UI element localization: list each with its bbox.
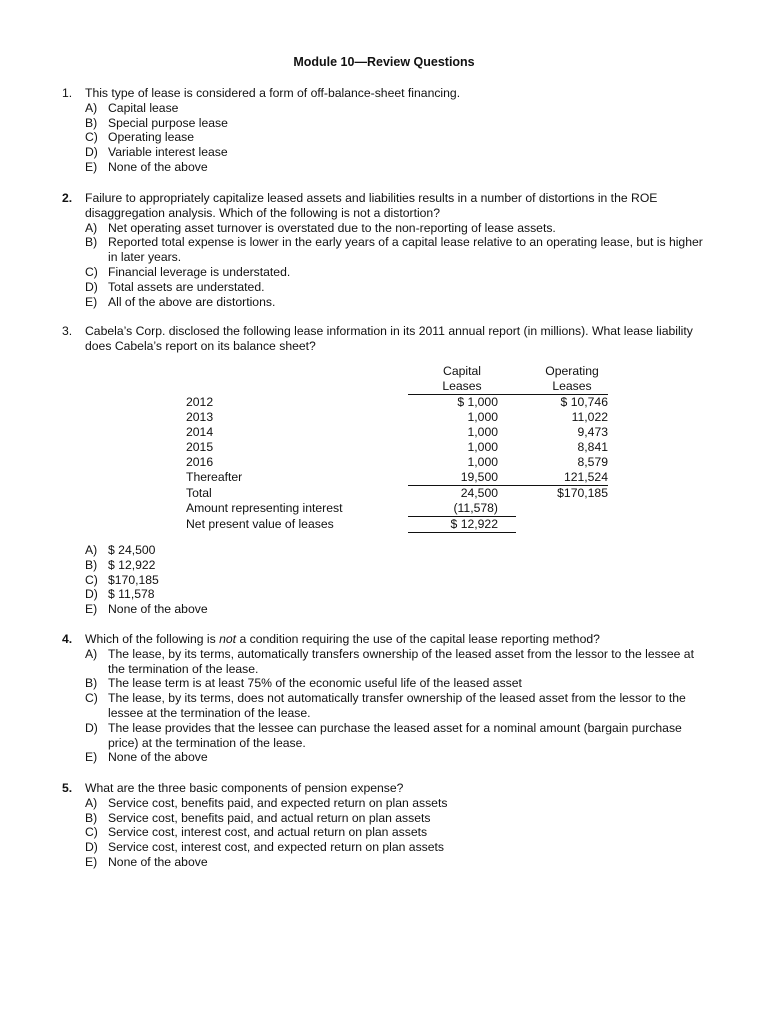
- capital-value: 19,500: [408, 470, 516, 486]
- option-c: [85, 825, 712, 840]
- option-list: [85, 543, 712, 617]
- row-label: Total: [186, 485, 212, 500]
- option-a: [85, 101, 712, 116]
- option-letter: D): [85, 720, 98, 735]
- table-header-row: [186, 379, 608, 395]
- option-text: Special purpose lease: [108, 115, 228, 130]
- operating-value: $ 10,746: [560, 395, 608, 409]
- option-c: [85, 265, 712, 280]
- option-text: The lease provides that the lessee can purchase the leased asset for a nominal amount (bargain purchase price) at the termination of the lease.: [108, 720, 682, 750]
- capital-value: 1,000: [467, 410, 498, 424]
- option-letter: B): [85, 115, 98, 130]
- option-text: Service cost, benefits paid, and actual return on plan assets: [108, 810, 431, 825]
- option-letter: D): [85, 840, 98, 855]
- stem-text: Which of the following is: [85, 632, 220, 646]
- option-d: [85, 587, 712, 602]
- option-letter: A): [85, 646, 98, 661]
- operating-value: 8,841: [577, 440, 608, 454]
- capital-value: $ 12,922: [408, 517, 516, 533]
- option-letter: D): [85, 587, 98, 602]
- option-text: Total assets are understated.: [108, 279, 265, 294]
- operating-value: 11,022: [571, 410, 608, 424]
- capital-value: 1,000: [467, 455, 498, 469]
- option-text: $170,185: [108, 572, 159, 587]
- stem-text: a condition requiring the use of the capital lease reporting method?: [236, 632, 600, 646]
- page-title: Module 10—Review Questions: [293, 55, 475, 69]
- table-row: [186, 470, 608, 486]
- option-text: Service cost, interest cost, and expected return on plan assets: [108, 840, 445, 855]
- question-3: [62, 324, 712, 354]
- option-b: [85, 116, 712, 131]
- option-letter: D): [85, 145, 98, 160]
- header-capital: Leases: [408, 379, 516, 395]
- option-text: None of the above: [108, 159, 208, 174]
- operating-value: $170,185: [557, 486, 608, 500]
- question-3-options: [62, 543, 712, 617]
- option-letter: A): [85, 220, 98, 235]
- header-operating: Leases: [536, 379, 608, 395]
- question-4: [62, 632, 712, 765]
- option-text: Net operating asset turnover is overstated due to the non-reporting of lease assets.: [108, 220, 556, 235]
- option-text: None of the above: [108, 750, 208, 765]
- operating-value: 9,473: [577, 425, 608, 439]
- option-letter: E): [85, 602, 98, 617]
- question-stem: This type of lease is considered a form of off-balance-sheet financing.: [85, 86, 461, 100]
- option-d: [85, 721, 712, 751]
- option-letter: B): [85, 557, 98, 572]
- option-letter: E): [85, 750, 98, 765]
- option-text: Service cost, interest cost, and actual return on plan assets: [108, 825, 428, 840]
- operating-value: [536, 517, 608, 533]
- operating-value: 8,579: [577, 455, 608, 469]
- option-text: Reported total expense is lower in the early years of a capital lease relative to an operating lease, but is higher in later years.: [108, 235, 703, 265]
- option-letter: A): [85, 795, 98, 810]
- table-header-row: [186, 364, 608, 379]
- row-label: Thereafter: [186, 470, 243, 485]
- option-letter: C): [85, 572, 98, 587]
- option-letter: E): [85, 854, 98, 869]
- option-letter: C): [85, 691, 98, 706]
- row-label: 2014: [186, 425, 214, 439]
- capital-value: 1,000: [467, 440, 498, 454]
- question-number: 2.: [62, 191, 73, 205]
- option-letter: B): [85, 676, 98, 691]
- question-1: [62, 86, 712, 175]
- option-text: Financial leverage is understated.: [108, 264, 291, 279]
- question-5: [62, 781, 712, 870]
- row-label: 2015: [186, 440, 214, 454]
- option-d: [85, 145, 712, 160]
- option-e: [85, 160, 712, 175]
- row-label: Net present value of leases: [186, 517, 334, 531]
- option-text: Capital lease: [108, 100, 179, 115]
- option-list: [85, 796, 712, 870]
- option-letter: B): [85, 235, 98, 250]
- option-c: [85, 130, 712, 145]
- question-stem: What are the three basic components of pension expense?: [85, 781, 404, 795]
- row-label: Amount representing interest: [186, 501, 343, 516]
- option-letter: E): [85, 159, 98, 174]
- option-text: $ 11,578: [108, 587, 155, 602]
- option-letter: A): [85, 100, 98, 115]
- option-text: None of the above: [108, 854, 208, 869]
- option-letter: A): [85, 543, 98, 557]
- capital-value: $ 1,000: [457, 395, 498, 409]
- header-capital: Capital: [443, 364, 481, 378]
- capital-value: 1,000: [467, 425, 498, 439]
- option-text: All of the above are distortions.: [108, 294, 276, 309]
- table-row: [186, 486, 608, 502]
- option-list: [85, 101, 712, 175]
- table-row: [186, 455, 608, 470]
- option-b: [85, 676, 712, 691]
- option-letter: C): [85, 130, 98, 145]
- lease-table: [186, 364, 608, 533]
- option-b: [85, 235, 712, 265]
- row-label: 2012: [186, 394, 214, 409]
- question-number: 1.: [62, 86, 73, 100]
- operating-value: [536, 501, 608, 517]
- table-row: [186, 501, 608, 517]
- question-number: 3.: [62, 324, 73, 338]
- option-text: $ 24,500: [108, 543, 156, 557]
- option-c: [85, 573, 712, 588]
- option-a: [85, 647, 712, 677]
- option-d: [85, 280, 712, 295]
- capital-value: (11,578): [408, 501, 516, 517]
- operating-value: 121,524: [536, 470, 608, 486]
- option-text: Variable interest lease: [108, 145, 228, 160]
- option-list: [85, 221, 712, 310]
- option-letter: B): [85, 810, 98, 825]
- option-e: [85, 602, 712, 617]
- capital-value: 24,500: [460, 486, 498, 500]
- option-text: The lease term is at least 75% of the economic useful life of the leased asset: [108, 676, 522, 691]
- question-2: [62, 191, 712, 309]
- question-number: 4.: [62, 632, 73, 646]
- option-letter: C): [85, 264, 98, 279]
- option-c: [85, 691, 712, 721]
- option-a: [85, 543, 712, 558]
- table-row: [186, 410, 608, 425]
- row-label: 2013: [186, 410, 214, 424]
- option-e: [85, 750, 712, 765]
- option-letter: C): [85, 825, 98, 840]
- option-a: [85, 221, 712, 236]
- option-a: [85, 796, 712, 811]
- header-operating: Operating: [545, 364, 599, 378]
- table-row: [186, 517, 608, 533]
- option-text: None of the above: [108, 602, 208, 617]
- option-text: $ 12,922: [108, 557, 156, 572]
- question-number: 5.: [62, 781, 73, 795]
- option-text: The lease, by its terms, automatically transfers ownership of the leased asset from the lessor to the lessee at the termination of the lease.: [108, 646, 694, 676]
- option-text: Service cost, benefits paid, and expected return on plan assets: [108, 795, 448, 810]
- table-row: [186, 425, 608, 440]
- option-d: [85, 840, 712, 855]
- stem-emphasis: not: [219, 632, 237, 646]
- option-text: The lease, by its terms, does not automatically transfer ownership of the leased asset from the lessor to the lessee at the termination of the lease.: [108, 691, 686, 720]
- question-stem: [85, 632, 712, 647]
- option-list: [85, 647, 712, 765]
- option-letter: E): [85, 294, 98, 309]
- table-row: [186, 440, 608, 455]
- row-label: 2016: [186, 455, 214, 469]
- option-e: [85, 295, 712, 310]
- option-text: Operating lease: [108, 130, 195, 145]
- option-letter: D): [85, 279, 98, 294]
- table-row: [186, 395, 608, 411]
- question-stem: Cabela’s Corp. disclosed the following lease information in its 2011 annual report (in millions). What lease liability does Cabela’s report on its balance sheet?: [85, 324, 693, 353]
- option-e: [85, 855, 712, 870]
- option-b: [85, 558, 712, 573]
- option-b: [85, 811, 712, 826]
- question-stem: Failure to appropriately capitalize leased assets and liabilities results in a number of distortions in the ROE disaggregation analysis. Which of the following is not a distortion?: [85, 191, 658, 220]
